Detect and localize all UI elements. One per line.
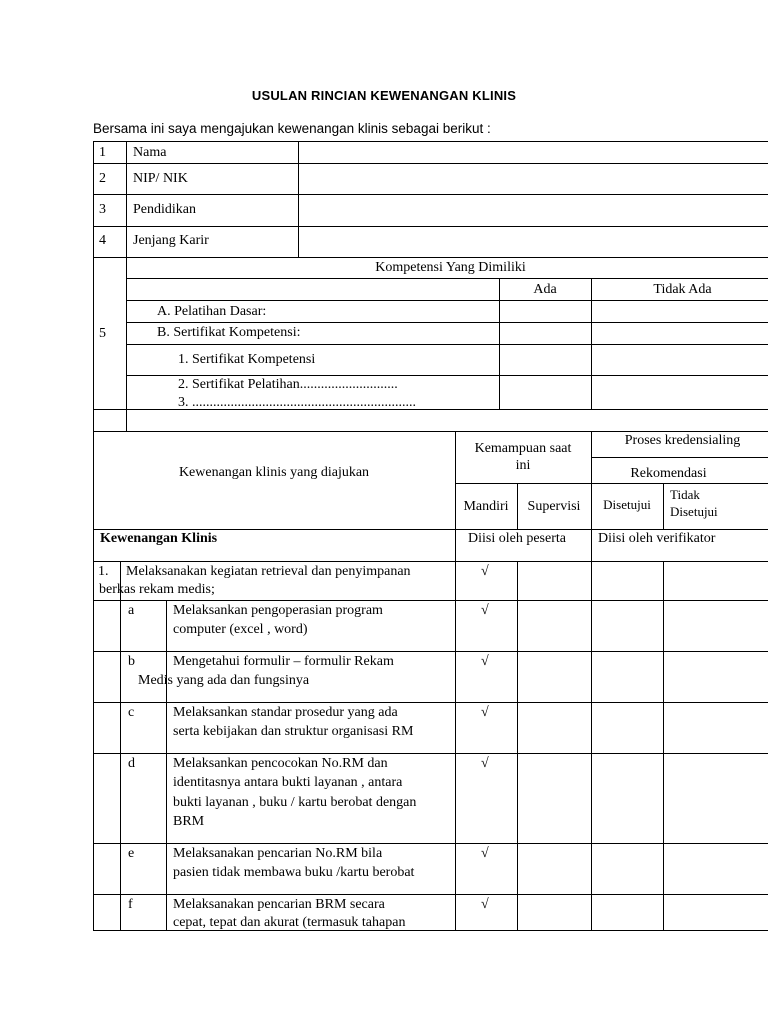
table-rule — [126, 300, 768, 301]
sub-item-description: Melaksanakan pencarian No.RM bila — [173, 846, 383, 861]
sub-item-description: cepat, tepat dan akurat (termasuk tahapan — [173, 915, 406, 930]
column-header-supervisi: Supervisi — [527, 499, 581, 514]
sub-item-key: a — [128, 603, 135, 618]
field-label-nama: Nama — [133, 145, 167, 160]
check-mark[interactable]: √ — [481, 603, 489, 618]
field-label-jenjang-karir: Jenjang Karir — [133, 233, 209, 248]
check-mark[interactable]: √ — [481, 654, 489, 669]
field-label-pendidikan: Pendidikan — [133, 202, 196, 217]
pendidikan-value-cell[interactable] — [300, 196, 768, 225]
sub-item-key: f — [128, 897, 133, 912]
table-rule — [120, 561, 121, 931]
competency-header: Kompetensi Yang Dimiliki — [375, 260, 526, 275]
jenjang-karir-value-cell[interactable] — [300, 228, 768, 256]
item-description: Melaksanakan kegiatan retrieval dan penyimpanan — [126, 564, 411, 579]
document-title: USULAN RINCIAN KEWENANGAN KLINIS — [251, 88, 517, 103]
table-rule — [93, 141, 768, 142]
section-label: Kewenangan Klinis — [100, 531, 218, 546]
check-mark[interactable]: √ — [481, 756, 489, 771]
nip-nik-value-cell[interactable] — [300, 165, 768, 193]
sub-item-description: Mengetahui formulir – formulir Rekam — [173, 654, 394, 669]
item-number: 1. — [98, 564, 109, 579]
sub-item-key: e — [128, 846, 135, 861]
row-number: 4 — [99, 233, 106, 248]
table-rule — [93, 226, 768, 227]
rekomendasi-header: Rekomendasi — [630, 466, 707, 481]
table-rule — [126, 141, 127, 432]
table-rule — [663, 483, 664, 529]
check-mark[interactable]: √ — [481, 705, 489, 720]
filled-by-participant: Diisi oleh peserta — [468, 531, 566, 546]
sub-item-description: Melaksankan pencocokan No.RM dan — [173, 756, 388, 771]
table-rule — [663, 561, 664, 931]
sub-item-key: d — [128, 756, 135, 771]
competency-item-1: 1. Sertifikat Kompetensi — [178, 352, 316, 367]
column-header-tidak-disetujui-line2: Disetujui — [670, 504, 718, 519]
filled-by-verifier: Diisi oleh verifikator — [598, 531, 716, 546]
table-rule — [93, 163, 768, 164]
row-number: 3 — [99, 202, 106, 217]
table-rule — [126, 278, 768, 279]
sub-item-description: computer (excel , word) — [173, 622, 308, 637]
check-mark[interactable]: √ — [481, 564, 489, 579]
field-label-nip-nik: NIP/ NIK — [133, 171, 188, 186]
sub-item-description: BRM — [173, 814, 205, 829]
row-number: 1 — [99, 145, 106, 160]
sub-item-description: Melaksankan pengoperasian program — [173, 603, 383, 618]
sub-item-description: Medis yang ada dan fungsinya — [138, 673, 310, 688]
table-rule — [455, 483, 768, 484]
sub-item-key: b — [128, 654, 135, 669]
competency-item-3: 3. ................................................................ — [178, 395, 416, 410]
table-rule — [126, 344, 768, 345]
sub-item-description: bukti layanan , buku / kartu berobat dengan — [173, 795, 417, 810]
sub-item-key: c — [128, 705, 135, 720]
proses-kredensialing-header: Proses kredensialing — [624, 433, 741, 448]
authority-title: Kewenangan klinis yang diajukan — [178, 465, 370, 480]
table-rule — [298, 141, 299, 257]
intro-text: Bersama ini saya mengajukan kewenangan klinis sebagai berikut : — [93, 121, 491, 136]
column-header-disetujui: Disetujui — [603, 497, 651, 512]
nama-value-cell[interactable] — [300, 143, 768, 162]
competency-item-a: A. Pelatihan Dasar: — [157, 304, 267, 319]
table-rule — [517, 561, 518, 931]
table-rule — [93, 431, 94, 931]
column-header-tidak-ada: Tidak Ada — [653, 282, 712, 297]
column-header-tidak-disetujui: Tidak — [670, 487, 700, 502]
row-number: 5 — [99, 326, 106, 341]
check-mark[interactable]: √ — [481, 846, 489, 861]
competency-item-b: B. Sertifikat Kompetensi: — [157, 325, 301, 340]
kemampuan-header: Kemampuan saat — [474, 441, 572, 456]
check-mark[interactable]: √ — [481, 897, 489, 912]
column-header-ada: Ada — [533, 282, 557, 297]
column-header-mandiri: Mandiri — [463, 499, 509, 514]
item-description-line2: berkas rekam medis; — [99, 582, 215, 597]
table-rule — [93, 141, 94, 432]
row-number: 2 — [99, 171, 106, 186]
sub-item-description: Melaksanakan pencarian BRM secara — [173, 897, 385, 912]
table-rule — [591, 457, 768, 458]
competency-item-2: 2. Sertifikat Pelatihan............................ — [178, 377, 398, 392]
sub-item-description: serta kebijakan dan struktur organisasi RM — [173, 724, 414, 739]
kemampuan-header-line2: ini — [515, 458, 531, 473]
table-rule — [166, 600, 167, 931]
sub-item-description: identitasnya antara bukti layanan , antara — [173, 775, 403, 790]
table-rule — [93, 194, 768, 195]
sub-item-description: pasien tidak membawa buku /kartu berobat — [173, 865, 415, 880]
sub-item-description: Melaksankan standar prosedur yang ada — [173, 705, 398, 720]
